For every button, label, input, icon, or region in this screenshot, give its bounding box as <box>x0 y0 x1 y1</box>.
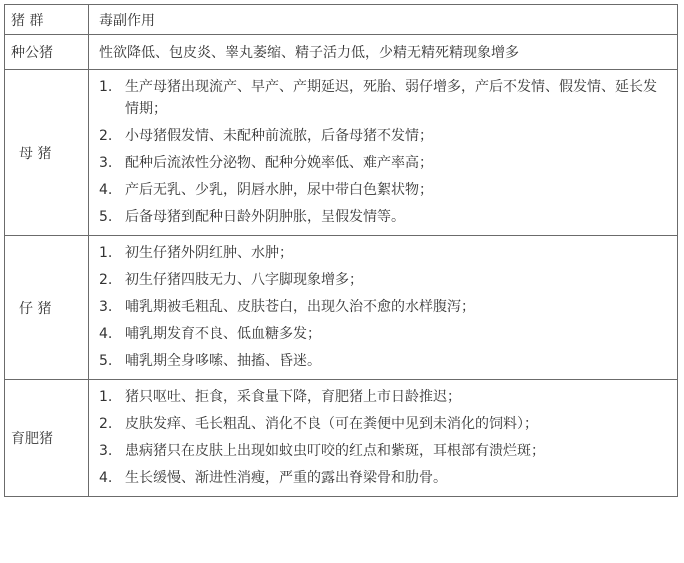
item-text: 生产母猪出现流产、早产、产期延迟，死胎、弱仔增多，产后不发情、假发情、延长发情期； <box>125 79 657 117</box>
effects-list <box>89 380 678 497</box>
list-item <box>99 76 667 120</box>
list-item <box>99 179 667 201</box>
header-effects: 毒副作用 <box>89 5 678 35</box>
list-item <box>99 125 667 147</box>
list-item <box>99 242 667 264</box>
list-item <box>99 206 667 228</box>
list-item <box>99 269 667 291</box>
item-text: 猪只呕吐、拒食，采食量下降，育肥猪上市日龄推迟； <box>125 389 461 405</box>
item-number: 2. <box>99 128 113 144</box>
list-item <box>99 350 667 372</box>
effects-text: 性欲降低、包皮炎、睾丸萎缩、精子活力低，少精无精死精现象增多 <box>89 35 678 70</box>
item-number: 2. <box>99 272 113 288</box>
item-number: 4. <box>99 326 113 342</box>
item-text: 小母猪假发情、未配种前流脓，后备母猪不发情； <box>125 128 433 144</box>
item-text: 哺乳期全身哆嗦、抽搐、昏迷。 <box>125 353 321 369</box>
item-number: 4. <box>99 182 113 198</box>
item-number: 3. <box>99 155 113 171</box>
item-text: 配种后流浓性分泌物、配种分娩率低、难产率高； <box>125 155 433 171</box>
list-item <box>99 413 667 435</box>
item-text: 患病猪只在皮肤上出现如蚊虫叮咬的红点和紫斑，耳根部有溃烂斑； <box>125 443 545 459</box>
list-item <box>99 152 667 174</box>
table-row <box>5 70 678 236</box>
group-label: 育肥猪 <box>5 380 89 497</box>
effects-list <box>89 236 678 380</box>
group-label: 母 猪 <box>5 70 89 236</box>
item-text: 哺乳期发育不良、低血糖多发； <box>125 326 321 342</box>
item-number: 3. <box>99 443 113 459</box>
item-number: 5. <box>99 353 113 369</box>
item-number: 4. <box>99 470 113 486</box>
item-text: 初生仔猪外阴红肿、水肿； <box>125 245 293 261</box>
item-text: 产后无乳、少乳，阴唇水肿，尿中带白色絮状物； <box>125 182 433 198</box>
list-item <box>99 386 667 408</box>
list-item <box>99 296 667 318</box>
table-row <box>5 35 678 70</box>
item-text: 皮肤发痒、毛长粗乱、消化不良（可在粪便中见到未消化的饲料）； <box>125 416 538 432</box>
item-number: 1. <box>99 245 113 261</box>
toxicity-table <box>4 4 678 497</box>
group-label: 种公猪 <box>5 35 89 70</box>
list-item <box>99 323 667 345</box>
list-item <box>99 440 667 462</box>
table-row <box>5 236 678 380</box>
group-label: 仔 猪 <box>5 236 89 380</box>
table-header-row <box>5 5 678 35</box>
item-text: 哺乳期被毛粗乱、皮肤苍白，出现久治不愈的水样腹泻； <box>125 299 475 315</box>
item-number: 5. <box>99 209 113 225</box>
item-number: 1. <box>99 79 113 95</box>
header-group: 猪 群 <box>5 5 89 35</box>
item-text: 后备母猪到配种日龄外阴肿胀，呈假发情等。 <box>125 209 405 225</box>
item-text: 生长缓慢、渐进性消瘦，严重的露出脊梁骨和肋骨。 <box>125 470 447 486</box>
item-number: 3. <box>99 299 113 315</box>
item-text: 初生仔猪四肢无力、八字脚现象增多； <box>125 272 363 288</box>
list-item <box>99 467 667 489</box>
effects-list <box>89 70 678 236</box>
item-number: 2. <box>99 416 113 432</box>
item-number: 1. <box>99 389 113 405</box>
table-row <box>5 380 678 497</box>
